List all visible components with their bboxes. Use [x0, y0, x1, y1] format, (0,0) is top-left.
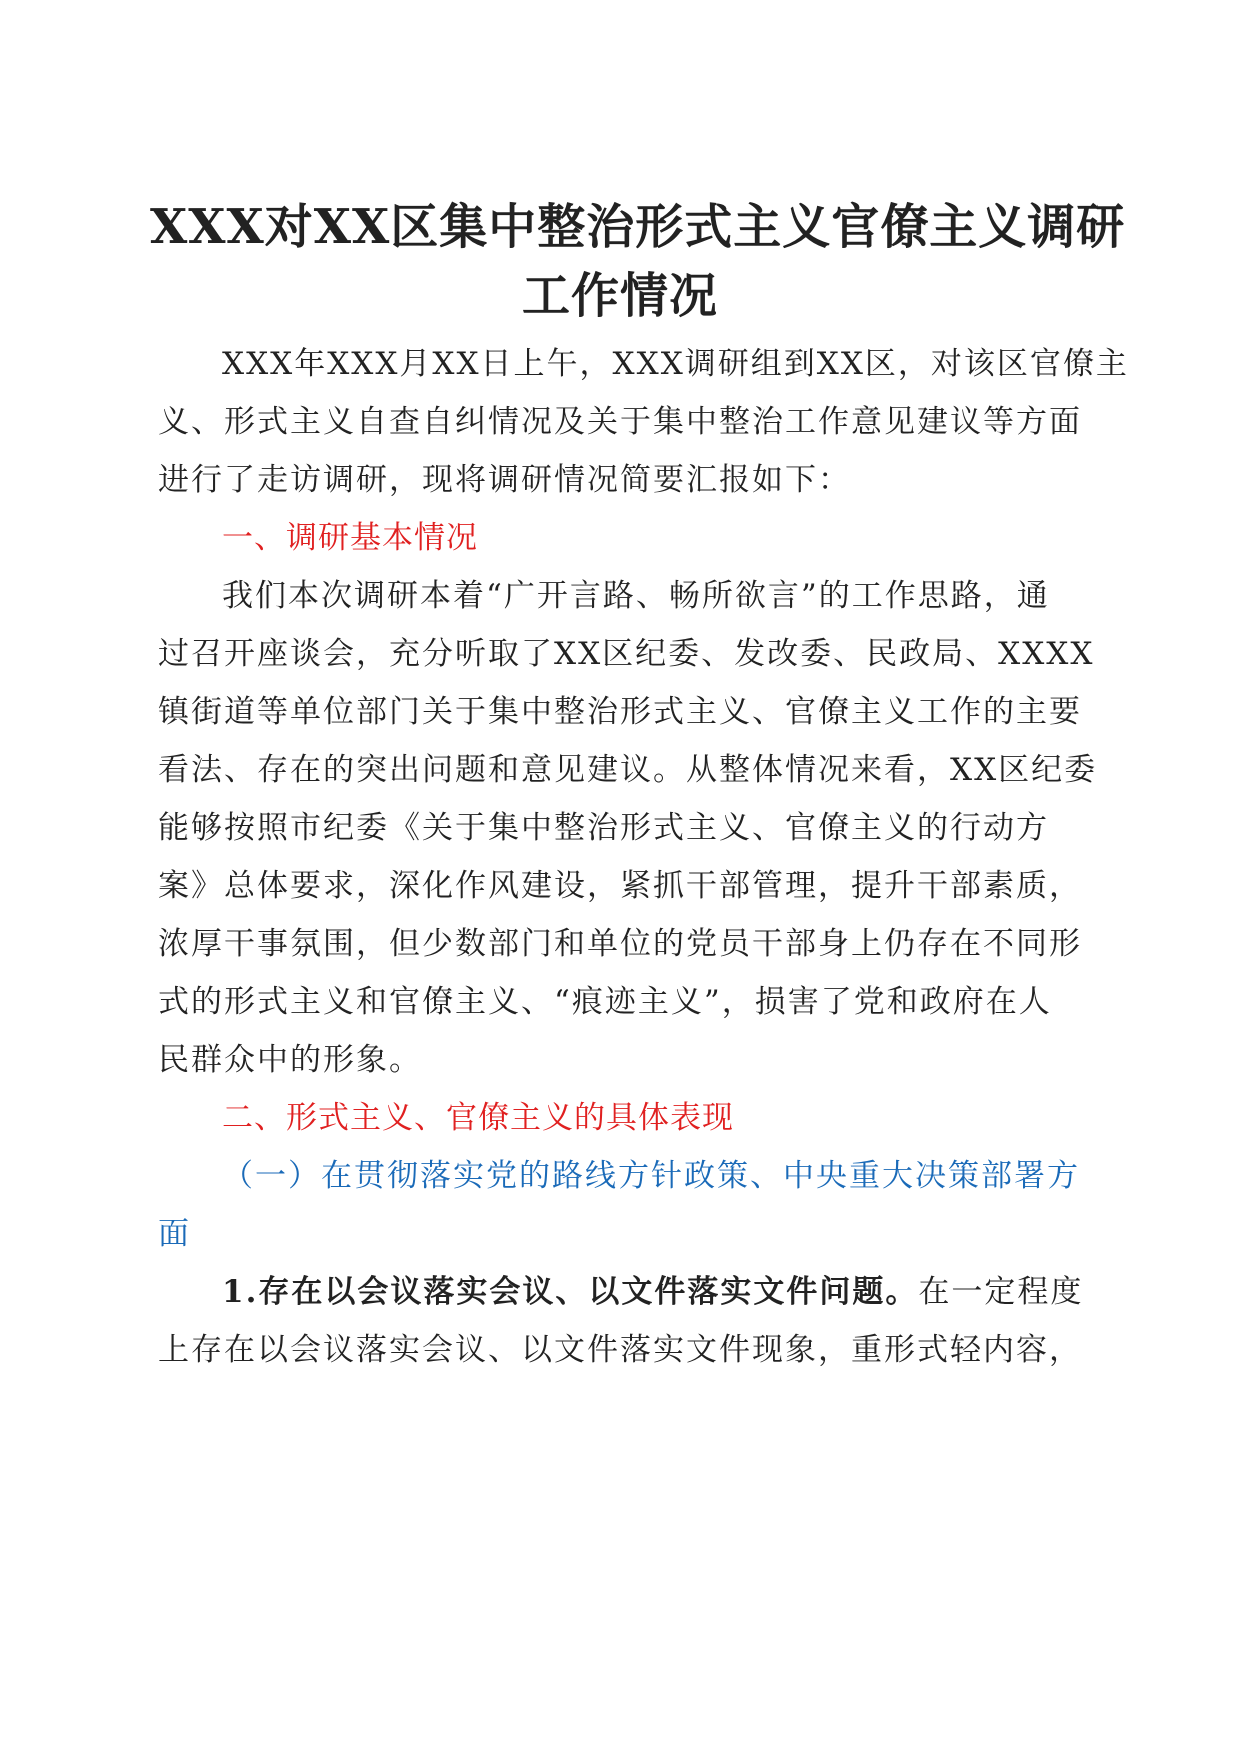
section-1-line-9: 民群众中的形象。 [158, 1042, 422, 1078]
intro-line-2: 义、形式主义自查自纠情况及关于集中整治工作意见建议等方面 [158, 404, 1082, 440]
item-1-line-2: 上存在以会议落实会议、以文件落实文件现象，重形式轻内容， [158, 1332, 1082, 1368]
item-1-line-1 [222, 1270, 1084, 1314]
intro-line-1: XXX年XXX月XX日上午，XXX调研组到XX区，对该区官僚主 [222, 346, 1129, 382]
section-1-line-2: 过召开座谈会，充分听取了XX区纪委、发改委、民政局、XXXX [158, 636, 1095, 672]
section-1-heading: 一、调研基本情况 [222, 520, 478, 556]
document-title-line-1: XXX对XX区集中整治形式主义官僚主义调研 [150, 199, 1126, 255]
subsection-1-heading-line-2: 面 [158, 1216, 191, 1252]
item-1-bold-title: 1.存在以会议落实会议、以文件落实文件问题。 [222, 1274, 919, 1310]
subsection-1-heading-line-1: （一）在贯彻落实党的路线方针政策、中央重大决策部署方 [222, 1158, 1080, 1194]
section-1-line-8: 式的形式主义和官僚主义、“痕迹主义”，损害了党和政府在人 [158, 984, 1052, 1020]
section-1-line-5: 能够按照市纪委《关于集中整治形式主义、官僚主义的行动方 [158, 810, 1049, 846]
section-1-line-1: 我们本次调研本着“广开言路、畅所欲言”的工作思路，通 [222, 578, 1050, 614]
item-1-text: 在一定程度 [918, 1274, 1084, 1310]
section-1-line-6: 案》总体要求，深化作风建设，紧抓干部管理，提升干部素质， [158, 868, 1082, 904]
section-1-line-4: 看法、存在的突出问题和意见建议。从整体情况来看，XX区纪委 [158, 752, 1098, 788]
section-1-line-3: 镇街道等单位部门关于集中整治形式主义、官僚主义工作的主要 [158, 694, 1082, 730]
intro-line-3: 进行了走访调研，现将调研情况简要汇报如下： [158, 462, 851, 498]
document-title-line-2: 工作情况 [521, 268, 718, 324]
section-2-heading: 二、形式主义、官僚主义的具体表现 [222, 1100, 734, 1136]
section-1-line-7: 浓厚干事氛围，但少数部门和单位的党员干部身上仍存在不同形 [158, 926, 1082, 962]
